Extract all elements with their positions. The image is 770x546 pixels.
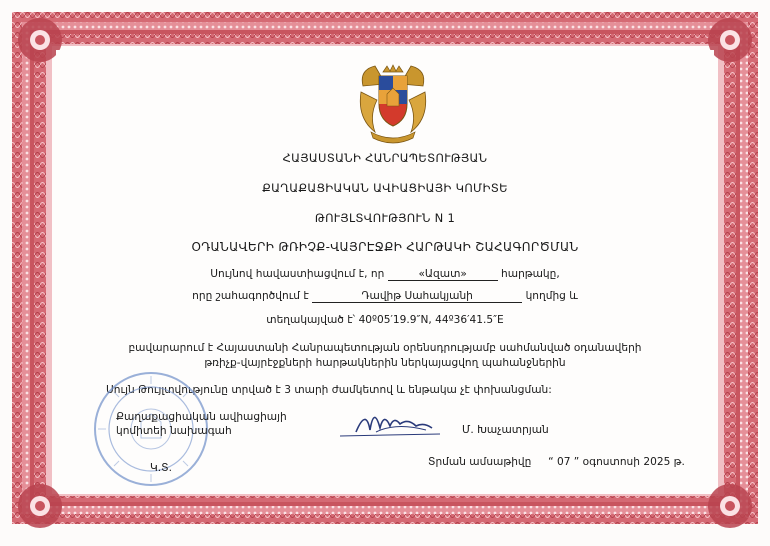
operator-name: Դավիթ Սահակյանի (312, 290, 522, 303)
heading-permit-number: ԹՈՒՅԼՏՎՈՒԹՅՈՒՆ N 1 (314, 211, 456, 225)
signer-title-line-1: Քաղաքացիական ավիացիայի (116, 411, 287, 423)
issue-date (428, 456, 685, 468)
line-certifies (0, 268, 770, 281)
line-compliance-2: թռիչք-վայրէջքների հարթակներին ներկայացվող պահանջներին (204, 357, 566, 369)
line-validity: Սույն Թույլտվությունը տրված է 3 տարի ժամկետով և ենթակա չէ փոխանցման: (106, 384, 552, 396)
line-operator-suffix: կողմից և (525, 290, 578, 302)
signature-icon (336, 402, 446, 442)
line-compliance-1: բավարարում է Հայաստանի Հանրապետության օրենսդրությամբ սահմանված օդանավերի (128, 342, 642, 354)
line-certifies-prefix: Սույնով հավաստիացվում է, որ (210, 268, 385, 280)
stamp-place-label: Կ.Տ. (150, 462, 172, 474)
line-certifies-suffix: հարթակը, (501, 268, 560, 280)
signer-title-line-2: կոմիտեի նախագահ (116, 425, 232, 437)
line-operator-prefix: որը շահագործվում է (192, 290, 309, 302)
issue-day: “ 07 ” (548, 456, 580, 468)
heading-permit-subject: ՕԴԱՆԱՎԵՐԻ ԹՌԻՉՔ-ՎԱՅՐԷՋՔԻ ՀԱՐԹԱԿԻ ՇԱՀԱԳՈՐԾՄԱՆ (191, 240, 579, 254)
line-coordinates: տեղակայված է՝ 40º05′19.9″N, 44º36′41.5″E (266, 314, 504, 326)
armenian-coat-of-arms-icon (357, 62, 429, 146)
heading-committee: ՔԱՂԱՔԱՑԻԱԿԱՆ ԱՎԻԱՑԻԱՅԻ ԿՈՄԻՏԵ (262, 181, 508, 195)
signer-name: Մ. Խաչատրյան (462, 424, 549, 436)
line-operator (0, 290, 770, 303)
issue-month-year: օգոստոսի 2025 թ. (582, 456, 685, 468)
heading-republic: ՀԱՅԱՍՏԱՆԻ ՀԱՆՐԱՊԵՏՈՒԹՅԱՆ (282, 151, 488, 165)
issue-date-label: Տրման ամսաթիվը (428, 456, 532, 468)
heliport-name: «Ազատ» (388, 268, 498, 281)
